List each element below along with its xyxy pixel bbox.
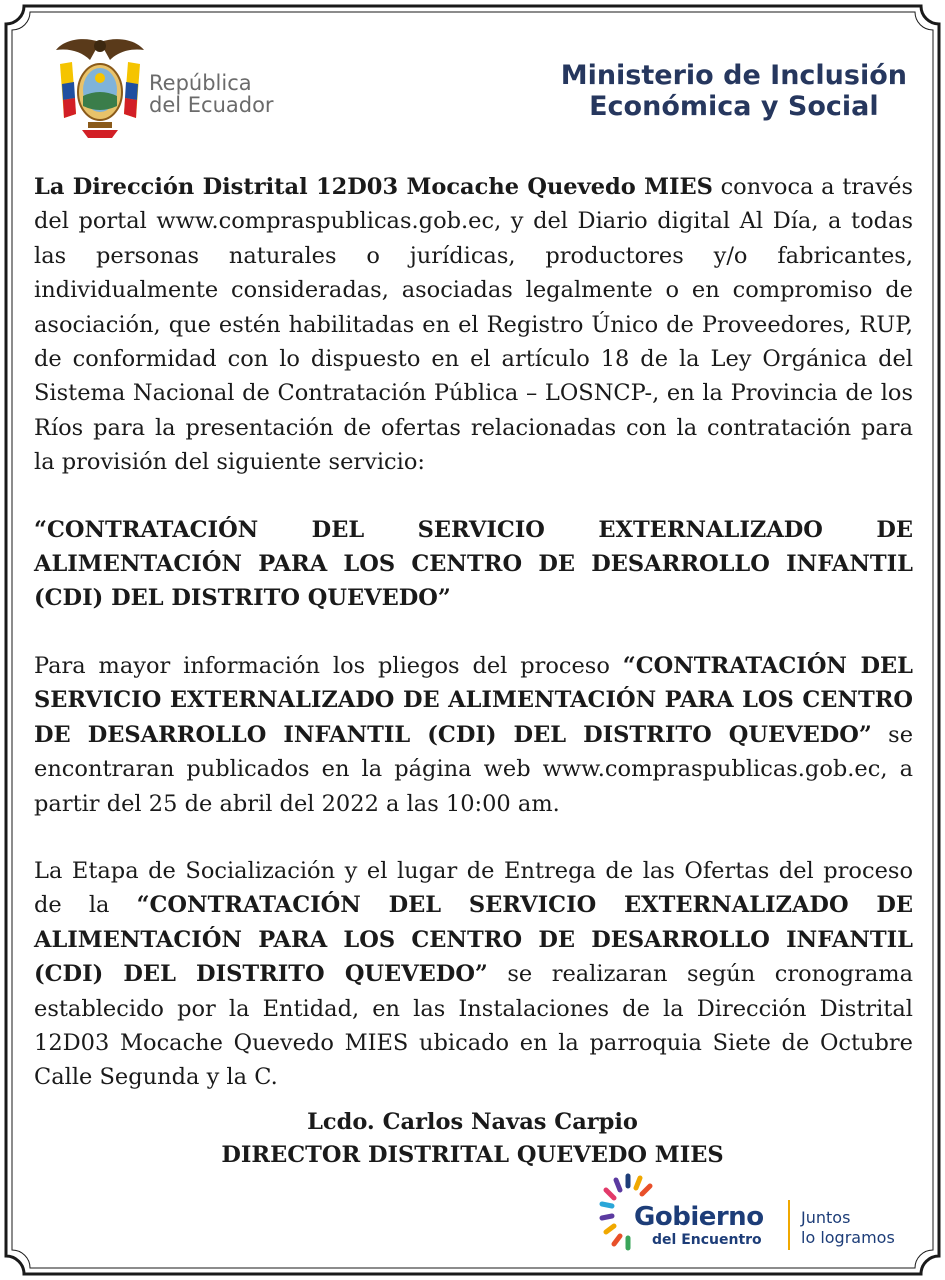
- logo-divider: [788, 1200, 790, 1250]
- socializacion-details: se realizaran según cronograma establecido por la Entidad, en las Instalaciones de la Dirección Distrital 12D03 Mocache Quevedo MIES ubicado en la parroquia Siete de Octubre Calle Segunda y la C.: [34, 961, 913, 1091]
- signer-name: Lcdo. Carlos Navas Carpio: [307, 1109, 638, 1135]
- gobierno-wordmark: Gobierno: [634, 1202, 764, 1232]
- signature-block: [0, 1106, 945, 1172]
- socializacion-process-name: “CONTRATACIÓN DEL SERVICIO EXTERNALIZADO DE ALIMENTACIÓN PARA LOS CENTRO DE DESARROLLO INFANTIL (CDI) DEL DISTRITO QUEVEDO”: [34, 892, 913, 988]
- republica-logo-text: [149, 72, 274, 116]
- slogan-line2: lo logramos: [801, 1228, 895, 1247]
- signer-title: DIRECTOR DISTRITAL QUEVEDO MIES: [221, 1142, 724, 1168]
- convocatoria-text: convoca a través del portal www.compraspublicas.gob.ec, y del Diario digital Al Día, a todas las personas naturales o jurídicas, productores y/o fabricantes, individualmente consideradas, asociadas legalmente o en compromiso de asociación, que estén habilitadas en el Registro Único de Proveedores, RUP, de conformidad con lo dispuesto en el artículo 18 de la Ley Orgánica del Sistema Nacional de Contratación Pública – LOSNCP-, en la Provincia de los Ríos para la presentación de ofertas relacionadas con la contratación para la provisión del siguiente servicio:: [34, 174, 913, 476]
- issuer-name: La Dirección Distrital 12D03 Mocache Quevedo MIES: [34, 174, 713, 200]
- del-encuentro-wordmark: del Encuentro: [652, 1232, 762, 1248]
- paragraph-convocatoria: [34, 170, 913, 480]
- slogan-line1: Juntos: [801, 1208, 851, 1227]
- slogan: [801, 1208, 895, 1248]
- socializacion-intro: La Etapa de Socialización y el lugar de Entrega de las Ofertas del proceso de la: [34, 857, 913, 919]
- ministry-line1: Ministerio de Inclusión: [560, 60, 907, 91]
- document-body: [34, 170, 913, 1128]
- republica-line2: del Ecuador: [149, 93, 274, 117]
- letterhead: [0, 0, 945, 160]
- ministry-logo-text: [561, 60, 907, 122]
- paragraph-pliegos-info: [34, 649, 913, 821]
- pliegos-details: se encontraran publicados en la página web www.compraspublicas.gob.ec, a partir del 25 de abril del 2022 a las 10:00 am.: [34, 721, 914, 817]
- ministry-line2: Económica y Social: [589, 91, 879, 122]
- republica-line1: República: [149, 71, 252, 95]
- pliegos-process-name: “CONTRATACIÓN DEL SERVICIO EXTERNALIZADO DE ALIMENTACIÓN PARA LOS CENTRO DE DESARROLLO INFANTIL (CDI) DEL DISTRITO QUEVEDO”: [34, 652, 913, 748]
- coat-of-arms-icon: [52, 34, 148, 144]
- paragraph-process-title: “CONTRATACIÓN DEL SERVICIO EXTERNALIZADO DE ALIMENTACIÓN PARA LOS CENTRO DE DESARROLLO INFANTIL (CDI) DEL DISTRITO QUEVEDO”: [34, 516, 913, 612]
- pliegos-intro: Para mayor información los pliegos del proceso: [34, 652, 623, 679]
- paragraph-socializacion: [34, 854, 913, 1095]
- gobierno-del-encuentro-logo: [598, 1172, 928, 1262]
